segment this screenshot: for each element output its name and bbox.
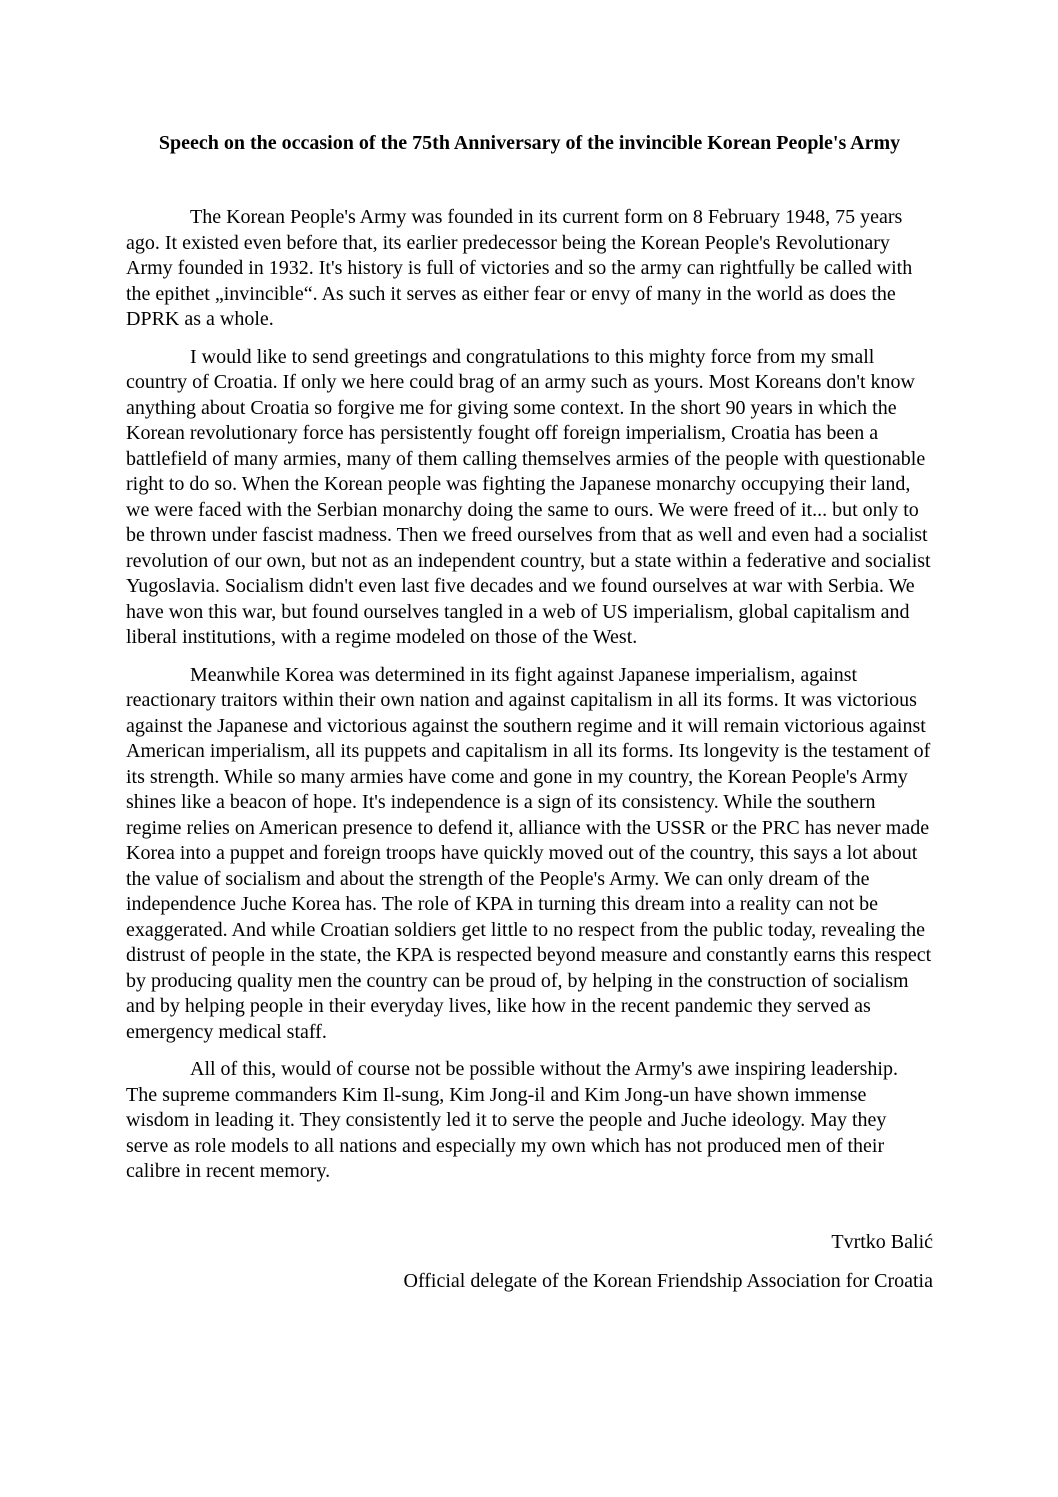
paragraph-korea-determination: Meanwhile Korea was determined in its fight against Japanese imperialism, against reactionary traitors within their own nation and against capitalism in all its forms. It was victorious against the Japanese and victorious against the southern regime and it will remain victorious against American imperialism, all its puppets and capitalism in all its forms. Its longevity is the testament of its strength. While so many armies have come and gone in my country, the Korean People's Army shines like a beacon of hope. It's independence is a sign of its consistency. While the southern regime relies on American presence to defend it, alliance with the USSR or the PRC has never made Korea into a puppet and foreign troops have quickly moved out of the country, this says a lot about the value of socialism and about the strength of the People's Army. We can only dream of the independence Juche Korea has. The role of KPA in turning this dream into a reality can not be exaggerated. And while Croatian soldiers get little to no respect from the public today, revealing the distrust of people in the state, the KPA is respected beyond measure and constantly earns this respect by producing quality men the country can be proud of, by helping in the construction of socialism and by helping people in their everyday lives, like how in the recent pandemic they served as emergency medical staff. xyxy=(126,663,932,1043)
signature-block xyxy=(126,1229,933,1294)
signature-role: Official delegate of the Korean Friendship Association for Croatia xyxy=(403,1269,933,1292)
paragraph-founding: The Korean People's Army was founded in its current form on 8 February 1948, 75 years ago. It existed even before that, its earlier predecessor being the Korean People's Revolutionary Army founded in 1932. It's history is full of victories and so the army can rightfully be called with the epithet „invincible“. As such it serves as either fear or envy of many in the world as does the DPRK as a whole. xyxy=(126,206,913,330)
paragraph-greetings-croatia: I would like to send greetings and congratulations to this mighty force from my small country of Croatia. If only we here could brag of an army such as yours. Most Koreans don't know anything about Croatia so forgive me for giving some context. In the short 90 years in which the Korean revolutionary force has persistently fought off foreign imperialism, Croatia has been a battlefield of many armies, many of them calling themselves armies of the people with questionable right to do so. When the Korean people was fighting the Japanese monarchy occupying their land, we were faced with the Serbian monarchy doing the same to ours. We were freed of it... but only to be thrown under fascist madness. Then we freed ourselves from that as well and even had a socialist revolution of our own, but not as an independent country, but a state within a federative and socialist Yugoslavia. Socialism didn't even last five decades and we found ourselves at war with Serbia. We have won this war, but found ourselves tangled in a web of US imperialism, global capitalism and liberal institutions, with a regime modeled on those of the West. xyxy=(126,345,931,648)
document-body xyxy=(126,205,933,1185)
paragraph-leadership: All of this, would of course not be possible without the Army's awe inspiring leadership. The supreme commanders Kim Il-sung, Kim Jong-il and Kim Jong-un have shown immense wisdom in leading it. They consistently led it to serve the people and Juche ideology. May they serve as role models to all nations and especially my own which has not produced men of their calibre in recent memory. xyxy=(126,1058,898,1182)
signature-name: Tvrtko Balić xyxy=(831,1230,933,1253)
document-title: Speech on the occasion of the 75th Anniversary of the invincible Korean People's Army xyxy=(158,132,901,154)
